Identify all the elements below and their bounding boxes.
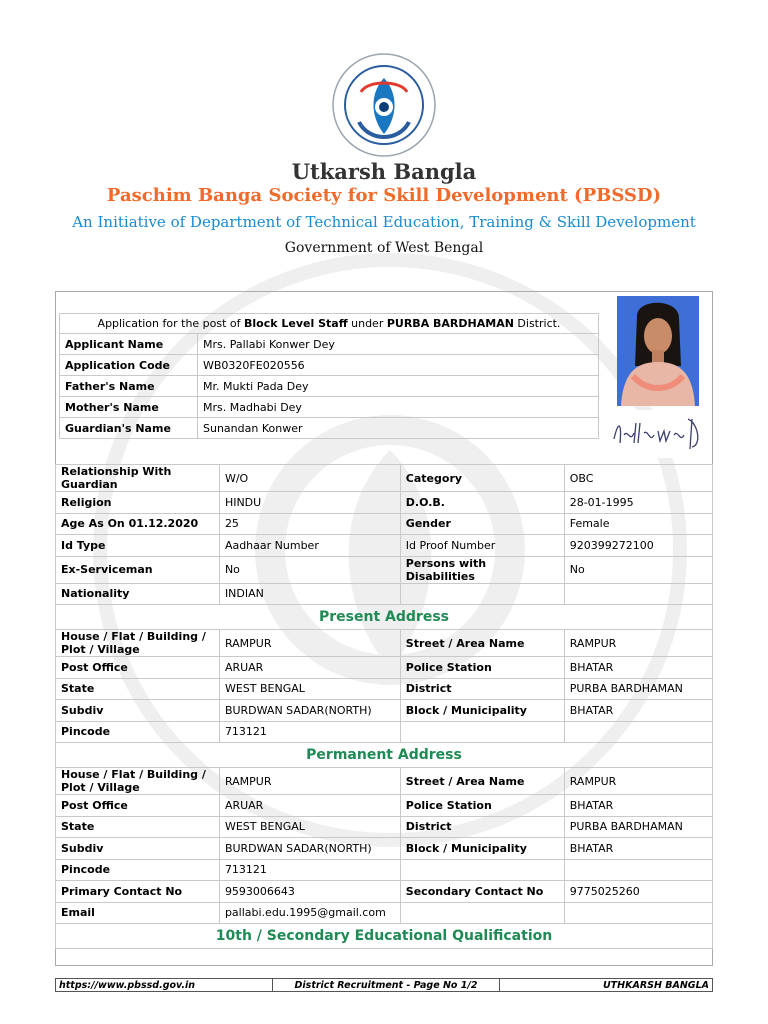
government-line: Government of West Bengal — [284, 240, 484, 256]
table-row: Pincode 713121 — [56, 721, 713, 743]
initiative-line: An Initiative of Department of Technical Education, Training & Skill Development — [72, 213, 696, 231]
table-row: Post Office ARUAR Police Station BHATAR — [56, 795, 713, 817]
footer-page-number: District Recruitment - Page No 1/2 — [273, 979, 500, 992]
table-row: Subdiv BURDWAN SADAR(NORTH) Block / Municipality BHATAR — [56, 700, 713, 722]
present-address-heading: Present Address — [56, 605, 713, 630]
table-row: Pincode 713121 — [56, 859, 713, 881]
site-title: Utkarsh Bangla — [291, 159, 477, 184]
application-post-line: Application for the post of Block Level Staff under PURBA BARDHAMAN District. — [60, 314, 599, 334]
page-footer — [55, 978, 713, 992]
email-value: pallabi.edu.1995@gmail.com — [219, 902, 400, 924]
mothers-name: Mrs. Madhabi Dey — [198, 397, 599, 418]
table-row: Post Office ARUAR Police Station BHATAR — [56, 657, 713, 679]
guardians-name: Sunandan Konwer — [198, 418, 599, 439]
table-row: Father's Name Mr. Mukti Pada Dey — [60, 376, 599, 397]
utkarsh-bangla-logo — [331, 52, 437, 158]
education-heading: 10th / Secondary Educational Qualification — [56, 924, 713, 949]
table-row: Mother's Name Mrs. Madhabi Dey — [60, 397, 599, 418]
table-row: Relationship With Guardian W/O Category OBC — [56, 465, 713, 492]
table-row: Applicant Name Mrs. Pallabi Konwer Dey — [60, 334, 599, 355]
footer-brand: UTHKARSH BANGLA — [500, 979, 713, 992]
table-row: Guardian's Name Sunandan Konwer — [60, 418, 599, 439]
table-row: Id Type Aadhaar Number Id Proof Number 920399272100 — [56, 535, 713, 557]
table-row: House / Flat / Building / Plot / Village RAMPUR Street / Area Name RAMPUR — [56, 630, 713, 657]
applicant-info-table — [59, 313, 599, 439]
fathers-name: Mr. Mukti Pada Dey — [198, 376, 599, 397]
table-row: Age As On 01.12.2020 25 Gender Female — [56, 513, 713, 535]
organization-name: Paschim Banga Society for Skill Development (PBSSD) — [106, 185, 662, 206]
table-row: Email pallabi.edu.1995@gmail.com — [56, 902, 713, 924]
photo-signature-box — [606, 294, 710, 464]
page-header — [0, 52, 768, 260]
table-row: Primary Contact No 9593006643 Secondary Contact No 9775025260 — [56, 881, 713, 903]
footer-url: https://www.pbssd.gov.in — [56, 979, 273, 992]
applicant-photo — [617, 296, 699, 406]
application-code: WB0320FE020556 — [198, 355, 599, 376]
personal-details-table — [55, 464, 713, 949]
applicant-signature — [608, 409, 708, 459]
table-row: State WEST BENGAL District PURBA BARDHAMAN — [56, 816, 713, 838]
table-row: Religion HINDU D.O.B. 28-01-1995 — [56, 492, 713, 514]
table-row: State WEST BENGAL District PURBA BARDHAMAN — [56, 678, 713, 700]
table-row: Subdiv BURDWAN SADAR(NORTH) Block / Municipality BHATAR — [56, 838, 713, 860]
applicant-name: Mrs. Pallabi Konwer Dey — [198, 334, 599, 355]
table-row: Application Code WB0320FE020556 — [60, 355, 599, 376]
table-row: Ex-Serviceman No Persons with Disabilities No — [56, 556, 713, 583]
permanent-address-heading: Permanent Address — [56, 743, 713, 768]
table-row: House / Flat / Building / Plot / Village RAMPUR Street / Area Name RAMPUR — [56, 768, 713, 795]
table-row: Nationality INDIAN — [56, 583, 713, 605]
